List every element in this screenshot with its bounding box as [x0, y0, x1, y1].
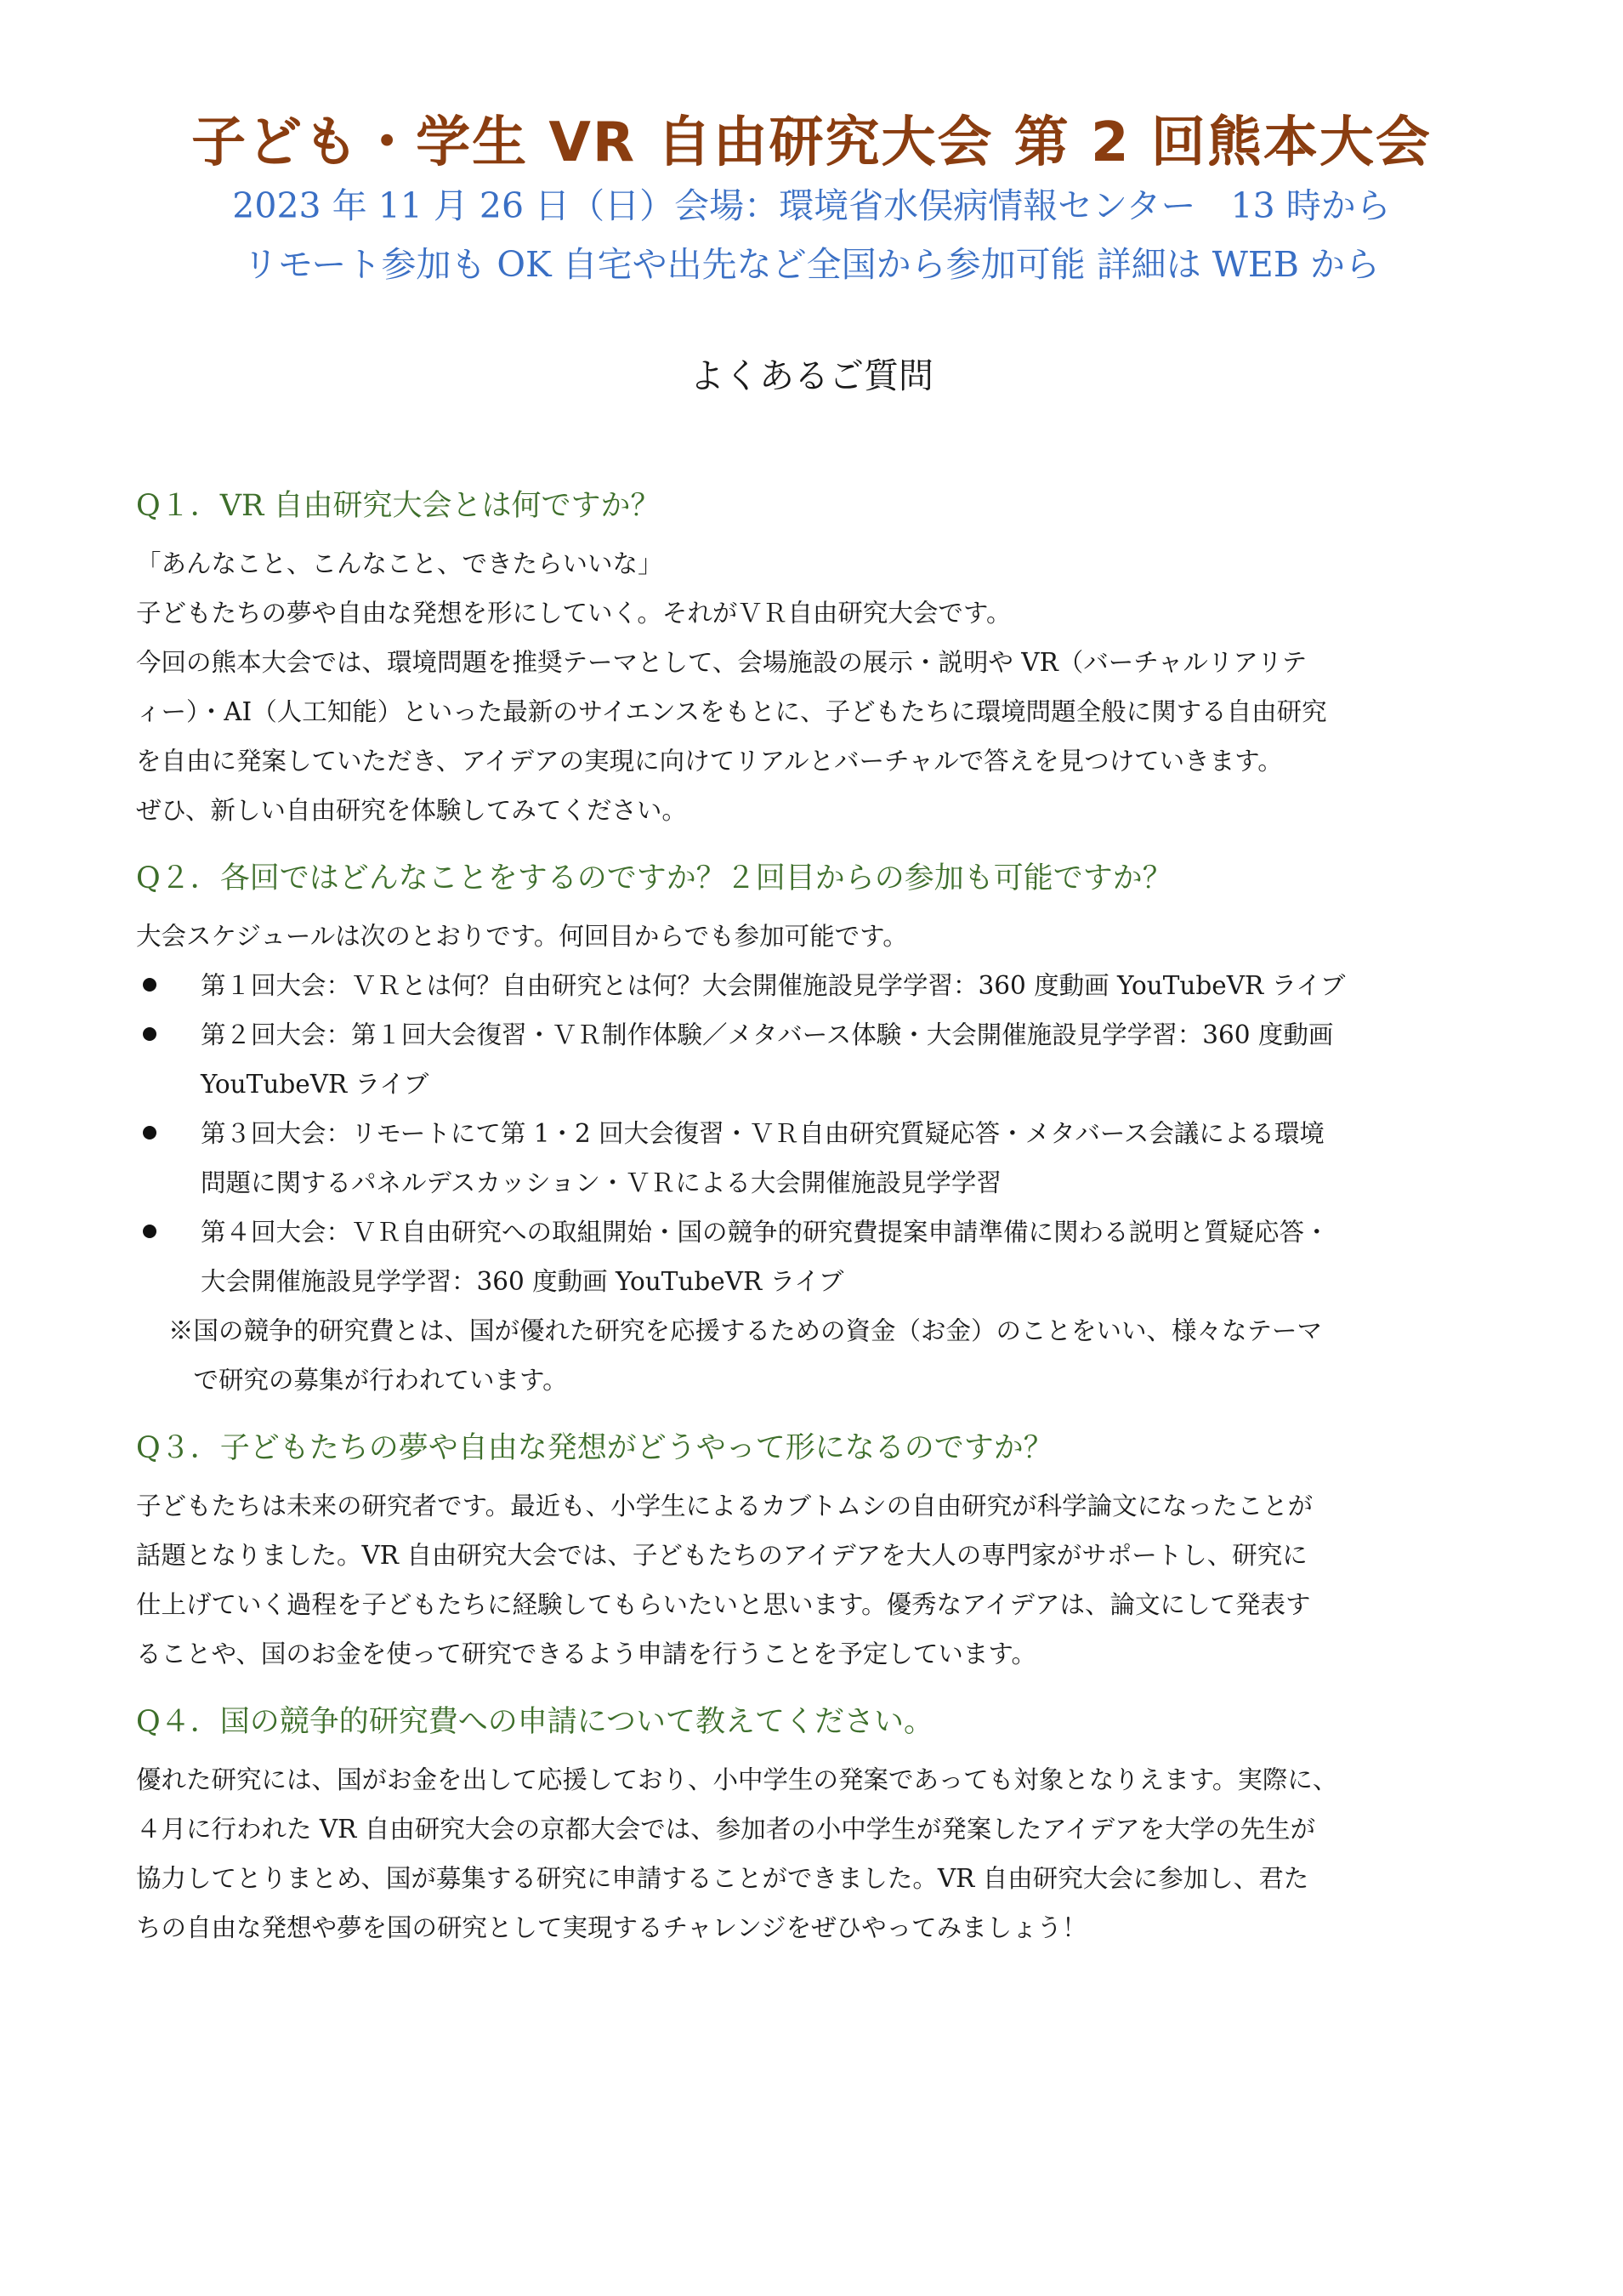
faq-heading: よくあるご質問	[689, 355, 934, 396]
answer-3: 子どもたちは未来の研究者です。最近も、小学生によるカブトムシの自由研究が科学論文になったことが 話題となりました。VR 自由研究大会では、子どもたちのアイデアを大人の専門家がサポートし、研究に 仕上げていく過程を子どもたちに経験してもらいたいと思います。優秀なアイデアは、論文にして発表す ることや、国のお金を使って研究できるよう申請を行うことを予定しています。	[136, 1492, 1314, 1668]
schedule-item-1: 第１回大会：ＶＲとは何？自由研究とは何？大会開催施設見学学習：360 度動画 YouTubeVR ライブ	[201, 971, 1346, 1000]
event-remote-info: リモート参加も OK 自宅や出先など全国から参加可能 詳細は WEB から	[243, 244, 1380, 285]
bullet-icon	[143, 1027, 156, 1041]
bullet-icon	[143, 978, 156, 992]
schedule-item-3: 第３回大会：リモートにて第 1・2 回大会復習・ＶＲ自由研究質疑応答・メタバース会議による環境 問題に関するパネルデスカッション・ＶＲによる大会開催施設見学学習	[201, 1119, 1325, 1197]
answer-2-intro: 大会スケジュールは次のとおりです。何回目からでも参加可能です。	[136, 922, 908, 951]
list-item	[136, 1208, 1496, 1306]
list-item	[136, 961, 1496, 1010]
question-1: Q１．VR 自由研究大会とは何ですか？	[136, 489, 661, 523]
schedule-list	[136, 961, 1496, 1306]
question-3: Q３．子どもたちの夢や自由な発想がどうやって形になるのですか？	[136, 1431, 1053, 1465]
schedule-item-4: 第４回大会：ＶＲ自由研究への取組開始・国の競争的研究費提案申請準備に関わる説明と質疑応答・ 大会開催施設見学学習：360 度動画 YouTubeVR ライブ	[201, 1218, 1330, 1296]
answer-1: 「あんなこと、こんなこと、できたらいいな」 子どもたちの夢や自由な発想を形にしていく。それがＶＲ自由研究大会です。 今回の熊本大会では、環境問題を推奨テーマとして、会場施設の展示・説明や VR（バーチャルリアリテ ィー）・AI（人工知能）といった最新のサイエンスをもとに、子どもたちに環境問題全般に関する自由研究 を自由に発案していただき、アイデアの実現に向けてリアルとバーチャルで答えを見つけていきます。 ぜひ、新しい自由研究を体験してみてください。	[136, 549, 1327, 825]
list-item	[136, 1010, 1496, 1109]
question-4: Q４．国の競争的研究費への申請について教えてください。	[136, 1705, 934, 1739]
faq-content	[136, 485, 1496, 1952]
answer-4: 優れた研究には、国がお金を出して応援しており、小中学生の発案であっても対象となりえます。実際に、 ４月に行われた VR 自由研究大会の京都大会では、参加者の小中学生が発案したアイデアを大学の先生が 協力してとりまとめ、国が募集する研究に申請することができました。VR 自由研究大会に参加し、君た ちの自由な発想や夢を国の研究として実現するチャレンジをぜひやってみましょう！	[136, 1765, 1338, 1942]
question-2: Q２．各回ではどんなことをするのですか？２回目からの参加も可能ですか？	[136, 861, 1172, 895]
bullet-icon	[143, 1126, 156, 1139]
event-date-venue: 2023 年 11 月 26 日（日）会場：環境省水俣病情報センター 13 時から	[232, 185, 1391, 226]
research-fund-note: ※国の競争的研究費とは、国が優れた研究を応援するための資金（お金）のことをいい、様々なテーマ で研究の募集が行われています。	[168, 1316, 1323, 1395]
bullet-icon	[143, 1225, 156, 1238]
event-title: 子ども・学生 VR 自由研究大会 第 2 回熊本大会	[191, 111, 1432, 174]
schedule-item-2: 第２回大会：第１回大会復習・ＶＲ制作体験／メタバース体験・大会開催施設見学学習：360 度動画 YouTubeVR ライブ	[201, 1020, 1334, 1099]
list-item	[136, 1109, 1496, 1208]
